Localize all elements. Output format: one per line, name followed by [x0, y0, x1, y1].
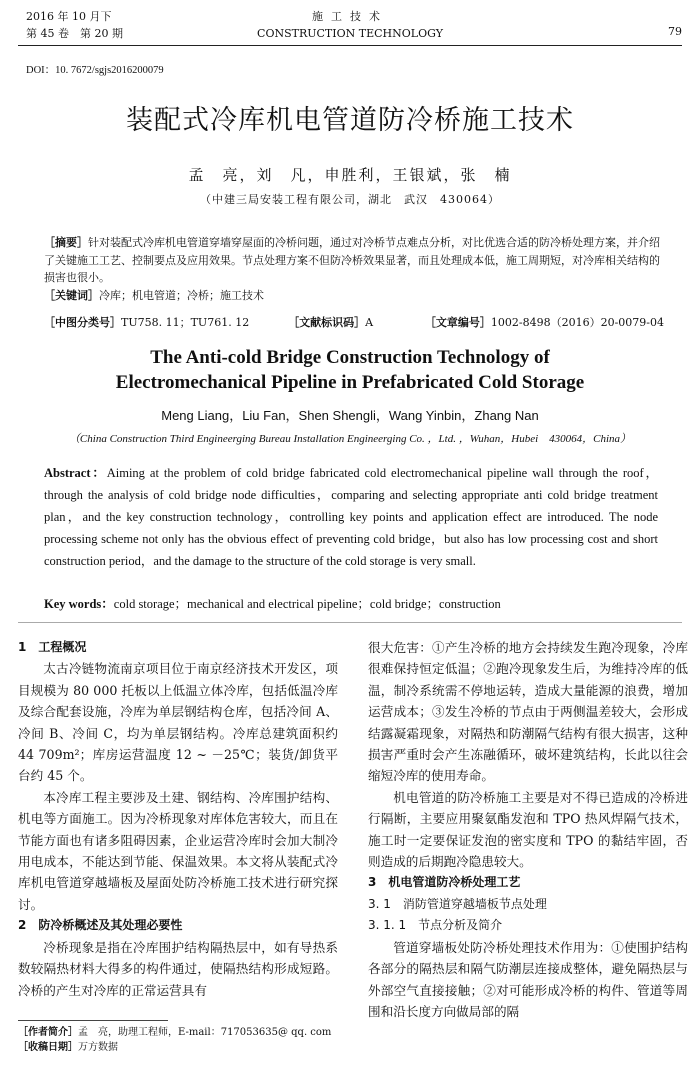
volume-issue: 第 45 卷 第 20 期: [26, 27, 123, 40]
left-column: [18, 637, 338, 1001]
abstract-cn-label: ［摘要］: [44, 236, 88, 249]
paragraph: 太古冷链物流南京项目位于南京经济技术开发区，项目规模为 80 000 托板以上低温立体冷库，包括低温冷库及综合配套设施，冷库为单层钢结构仓库，包括冷间 A、冷间 B、冷间 C，均为单层钢结构。冷库总建筑面积约 44 709m²；库房运营温度 12 ~ －25℃；装货/卸货平台约 45 个。: [18, 661, 338, 784]
section-2-heading: 2 防冷桥概述及其处理必要性: [18, 918, 183, 933]
abstract-en: [44, 462, 658, 572]
article-no-text: 1002-8498（2016）20-0079-04: [490, 316, 664, 329]
authors-cn: 孟 亮，刘 凡，申胜利，王银斌，张 楠: [188, 166, 512, 184]
journal-name-cn: 施工技术: [312, 10, 388, 23]
paragraph: 本冷库工程主要涉及土建、钢结构、冷库围护结构、机电等方面施工。因为冷桥现象对库体危害较大，而且在节能方面也有诸多阻碍因素，企业运营冷库时会加大制冷用电成本，不能达到节能、保温效果。本文将从装配式冷库机电管道穿越墙板及屋面处防冷桥施工技术进行研究探讨。: [18, 789, 338, 912]
paragraph: 冷桥现象是指在冷库围护结构隔热层中，如有导热系数较隔热材料大得多的构件通过，使隔热结构形成短路。冷桥的产生对冷库的正常运营具有: [18, 939, 338, 998]
keywords-en: [44, 594, 658, 612]
abstract-en-text: Aiming at the problem of cold bridge fabricated cold electromechanical pipeline wall through the roof，through the analysis of cold bridge node difficulties，comparing and selecting appropriate anti cold bridge treatment plan，and the key construction technology，controlling key points and application effect are introduced. The node processing scheme not only has the obvious effect of preventing cold bridge，but also has low processing cost and short construction period，and the damage to the structure of the cold storage is very small.: [44, 466, 658, 568]
keywords-cn-text: 冷库；机电管道；冷桥；施工技术: [99, 288, 264, 302]
affiliation-en: （China Construction Third Engineerging Bureau Installation Engineerging Co. ，Ltd. ，Wuhan，Hubei 430064，China）: [68, 433, 632, 445]
right-column: [368, 637, 688, 1022]
title-en-line1: The Anti-cold Bridge Construction Technology of: [150, 347, 550, 368]
paragraph: 机电管道的防冷桥施工主要是对不得已造成的冷桥进行隔断，主要应用聚氨酯发泡和 TPO 热风焊隔气技术，施工时一定要保证发泡的密实度和 TPO 的黏结牢固，否则造成的后期跑冷隐患较大。: [368, 789, 688, 870]
footnote-divider: [18, 1020, 168, 1021]
paragraph: 很大危害：①产生冷桥的地方会持续发生跑冷现象，冷库很难保持恒定低温；②跑冷现象发生后，为维持冷库的低温，制冷系统需不停地运转，造成大量能源的浪费，增加运营成本；③发生冷桥的节点由于两侧温差较大，会形成结露凝霜现象，对隔热和防潮隔气结构有很大损害，这种损害严重时会产生冻融循环，破坏建筑结构，长此以往会缩短冷库的使用寿命。: [368, 640, 688, 784]
affiliation-cn: （中建三局安装工程有限公司，湖北 武汉 430064）: [200, 193, 500, 206]
footnote: [18, 1025, 348, 1055]
title-cn: 装配式冷库机电管道防冷桥施工技术: [126, 105, 574, 136]
author-note-label: ［作者简介］: [18, 1027, 78, 1038]
article-meta: [44, 314, 664, 330]
classification-label: ［中图分类号］: [44, 316, 121, 329]
paragraph: 管道穿墙板处防冷桥处理技术作用为：①使围护结构各部分的隔热层和隔气防潮层连接成整体，避免隔热层与外部空气直接接触；②对可能形成冷桥的构件、管道等周围和沿长度方向做局部的隔: [368, 939, 688, 1019]
abstract-cn: [44, 234, 660, 304]
section-3-1-1-heading: 3. 1. 1 节点分析及简介: [368, 918, 503, 933]
abstract-cn-text: 针对装配式冷库机电管道穿墙穿屋面的冷桥问题，通过对冷桥节点难点分析，对比优选合适的防冷桥处理方案，并介绍了关键施工工艺、控制要点及应用效果。节点处理方案不但防冷桥效果显著，而且处理成本低，施工周期短，对冷库相关结构的损害也很小。: [44, 236, 660, 284]
article-no-label: ［文章编号］: [424, 316, 491, 329]
page-number: 79: [668, 25, 682, 38]
doi: DOI：10. 7672/sgjs2016200079: [26, 65, 164, 76]
keywords-cn-label: ［关键词］: [44, 288, 99, 302]
keywords-en-label: Key words：: [44, 597, 114, 611]
issue-date: 2016 年 10 月下: [26, 10, 112, 23]
author-note-text: 孟 亮，助理工程师，E-mail：717053635@ qq. com: [78, 1027, 332, 1038]
header-divider: [18, 45, 682, 46]
doc-code-label: ［文献标识码］: [288, 316, 366, 329]
section-3-heading: 3 机电管道防冷桥处理工艺: [368, 875, 521, 890]
section-1-heading: 1 工程概况: [18, 640, 87, 654]
keywords-en-text: cold storage；mechanical and electrical pipeline；cold bridge；construction: [113, 597, 501, 611]
journal-name-en: CONSTRUCTION TECHNOLOGY: [257, 27, 443, 40]
title-en: [0, 345, 700, 395]
received-text: 万方数据: [78, 1042, 118, 1053]
doc-code-text: A: [365, 316, 374, 329]
authors-en: Meng Liang，Liu Fan，Shen Shengli，Wang Yinbin，Zhang Nan: [161, 408, 539, 423]
received-label: ［收稿日期］: [18, 1042, 78, 1053]
classification-text: TU758. 11；TU761. 12: [121, 316, 250, 329]
body-divider: [18, 622, 682, 623]
title-en-line2: Electromechanical Pipeline in Prefabricated Cold Storage: [115, 372, 585, 393]
section-3-1-heading: 3. 1 消防管道穿越墙板节点处理: [368, 896, 547, 911]
abstract-en-label: Abstract：: [44, 466, 107, 480]
header-center: [0, 8, 700, 42]
